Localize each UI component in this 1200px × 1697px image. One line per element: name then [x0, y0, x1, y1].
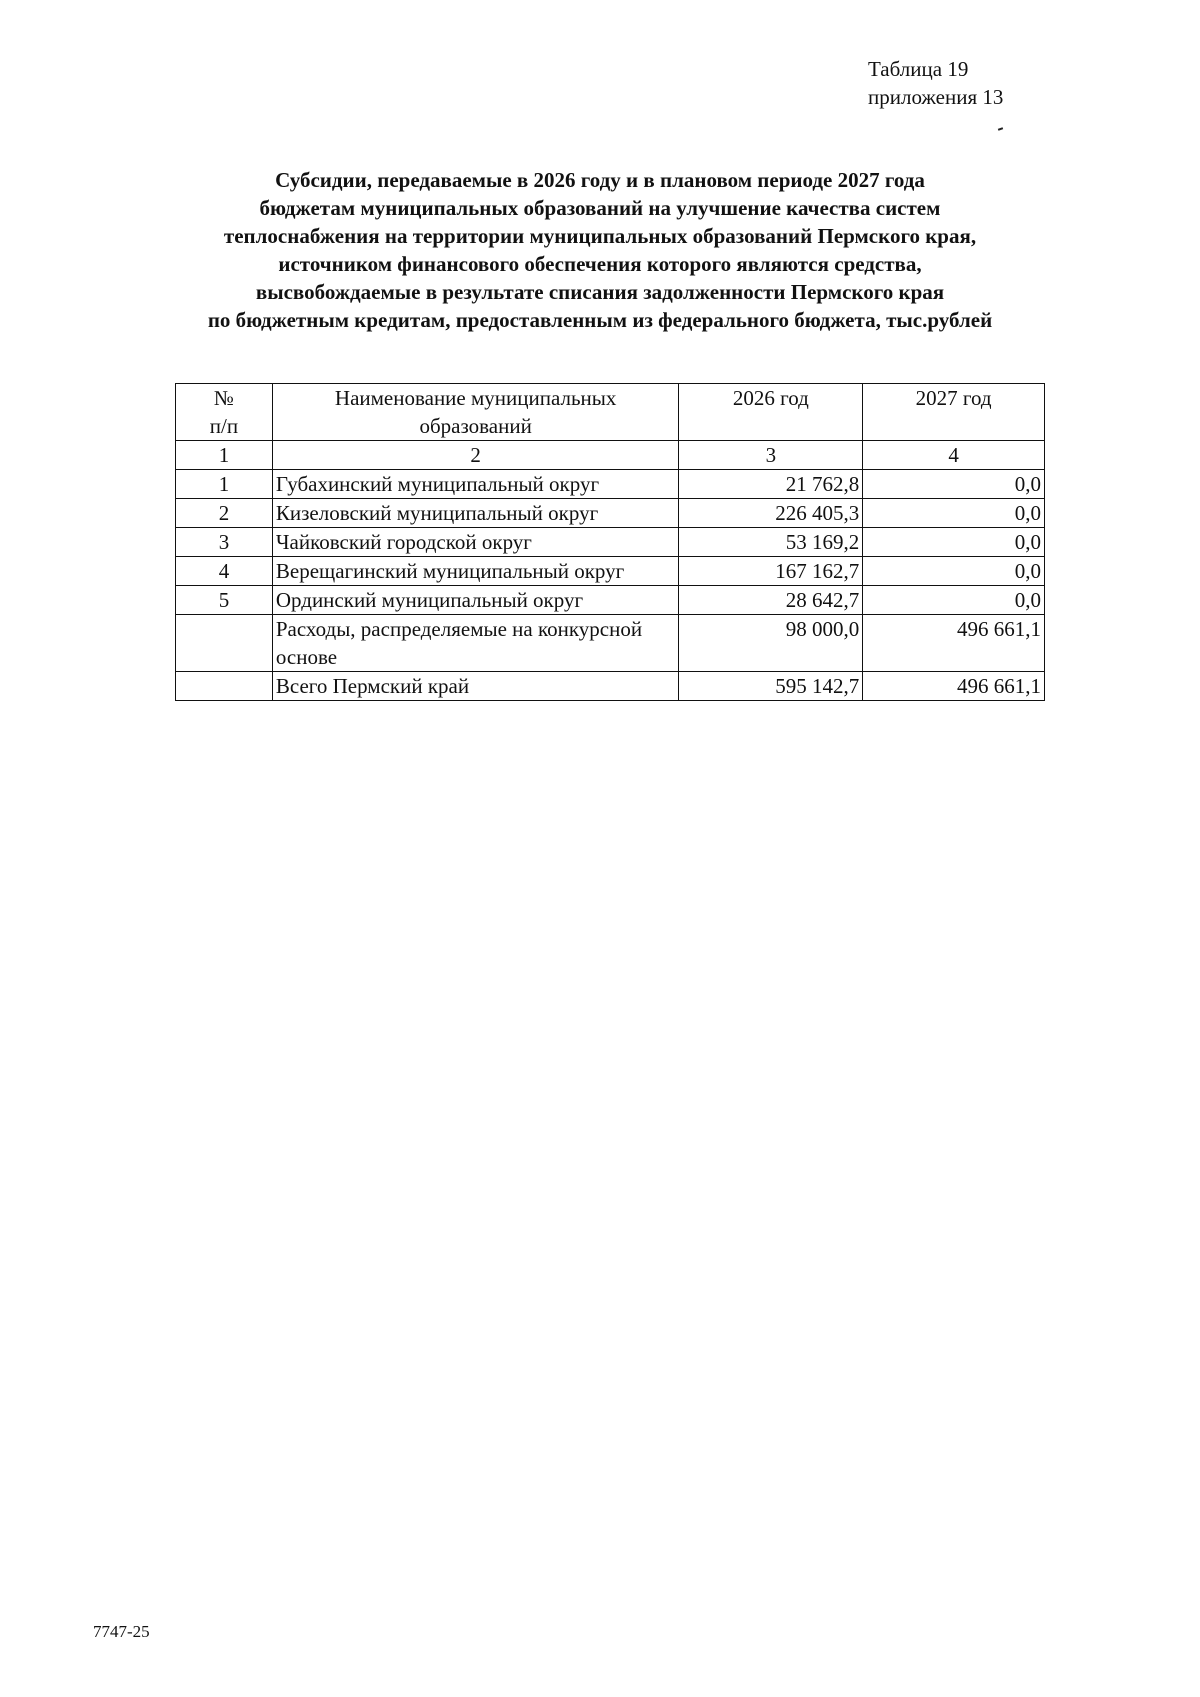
table-row — [176, 557, 1045, 586]
row-name: Чайковский городской округ — [272, 528, 679, 557]
scan-speck — [998, 127, 1003, 131]
title-line: источником финансового обеспечения которого являются средства, — [278, 252, 922, 276]
row-value-2027: 0,0 — [863, 470, 1045, 499]
row-number: 3 — [176, 528, 273, 557]
title-line: теплоснабжения на территории муниципальных образований Пермского края, — [223, 224, 977, 248]
row-name: Всего Пермский край — [272, 672, 679, 701]
row-value-2026: 595 142,7 — [679, 672, 863, 701]
subsidies-table — [175, 383, 1045, 701]
row-value-2026: 28 642,7 — [679, 586, 863, 615]
row-value-2026: 167 162,7 — [679, 557, 863, 586]
row-name: Губахинский муниципальный округ — [272, 470, 679, 499]
row-number — [176, 615, 273, 672]
header-number-line2: п/п — [209, 414, 239, 438]
row-value-2026: 226 405,3 — [679, 499, 863, 528]
row-value-2026: 98 000,0 — [679, 615, 863, 672]
table-reference — [868, 55, 1003, 111]
row-name: Кизеловский муниципальный округ — [272, 499, 679, 528]
title-line: по бюджетным кредитам, предоставленным из федерального бюджета, тыс.рублей — [207, 308, 993, 332]
row-number: 4 — [176, 557, 273, 586]
row-value-2026: 21 762,8 — [679, 470, 863, 499]
table-row — [176, 528, 1045, 557]
table-reference-line2: приложения 13 — [868, 85, 1004, 109]
table-reference-line1: Таблица 19 — [868, 57, 969, 81]
row-value-2027: 0,0 — [863, 557, 1045, 586]
row-value-2026: 53 169,2 — [679, 528, 863, 557]
row-number — [176, 672, 273, 701]
header-number — [176, 384, 273, 441]
title-line: высвобождаемые в результате списания задолженности Пермского края — [255, 280, 945, 304]
row-value-2027: 496 661,1 — [863, 672, 1045, 701]
document-code: 7747-25 — [93, 1622, 150, 1641]
row-number: 2 — [176, 499, 273, 528]
row-name: Расходы, распределяемые на конкурсной основе — [272, 615, 679, 672]
header-name-line1: Наименование муниципальных — [334, 386, 617, 410]
column-number: 1 — [176, 441, 273, 470]
row-value-2027: 0,0 — [863, 528, 1045, 557]
header-name-line2: образований — [419, 414, 532, 438]
row-value-2027: 0,0 — [863, 499, 1045, 528]
column-number: 4 — [863, 441, 1045, 470]
row-number: 1 — [176, 470, 273, 499]
row-value-2027: 0,0 — [863, 586, 1045, 615]
row-name: Верещагинский муниципальный округ — [272, 557, 679, 586]
title-line: Субсидии, передаваемые в 2026 году и в плановом периоде 2027 года — [275, 168, 925, 192]
header-year-2026: 2026 год — [679, 384, 863, 441]
row-name: Ординский муниципальный округ — [272, 586, 679, 615]
title-line: бюджетам муниципальных образований на улучшение качества систем — [259, 196, 941, 220]
column-number: 2 — [272, 441, 679, 470]
row-value-2027: 496 661,1 — [863, 615, 1045, 672]
table-row — [176, 499, 1045, 528]
header-name — [272, 384, 679, 441]
table-row — [176, 470, 1045, 499]
column-number: 3 — [679, 441, 863, 470]
row-number: 5 — [176, 586, 273, 615]
document-title — [150, 166, 1050, 334]
header-number-line1: № — [213, 386, 234, 410]
header-year-2027: 2027 год — [863, 384, 1045, 441]
table-header-row — [176, 384, 1045, 441]
column-numbers-row — [176, 441, 1045, 470]
table-total-row — [176, 672, 1045, 701]
table-row — [176, 615, 1045, 672]
table-row — [176, 586, 1045, 615]
